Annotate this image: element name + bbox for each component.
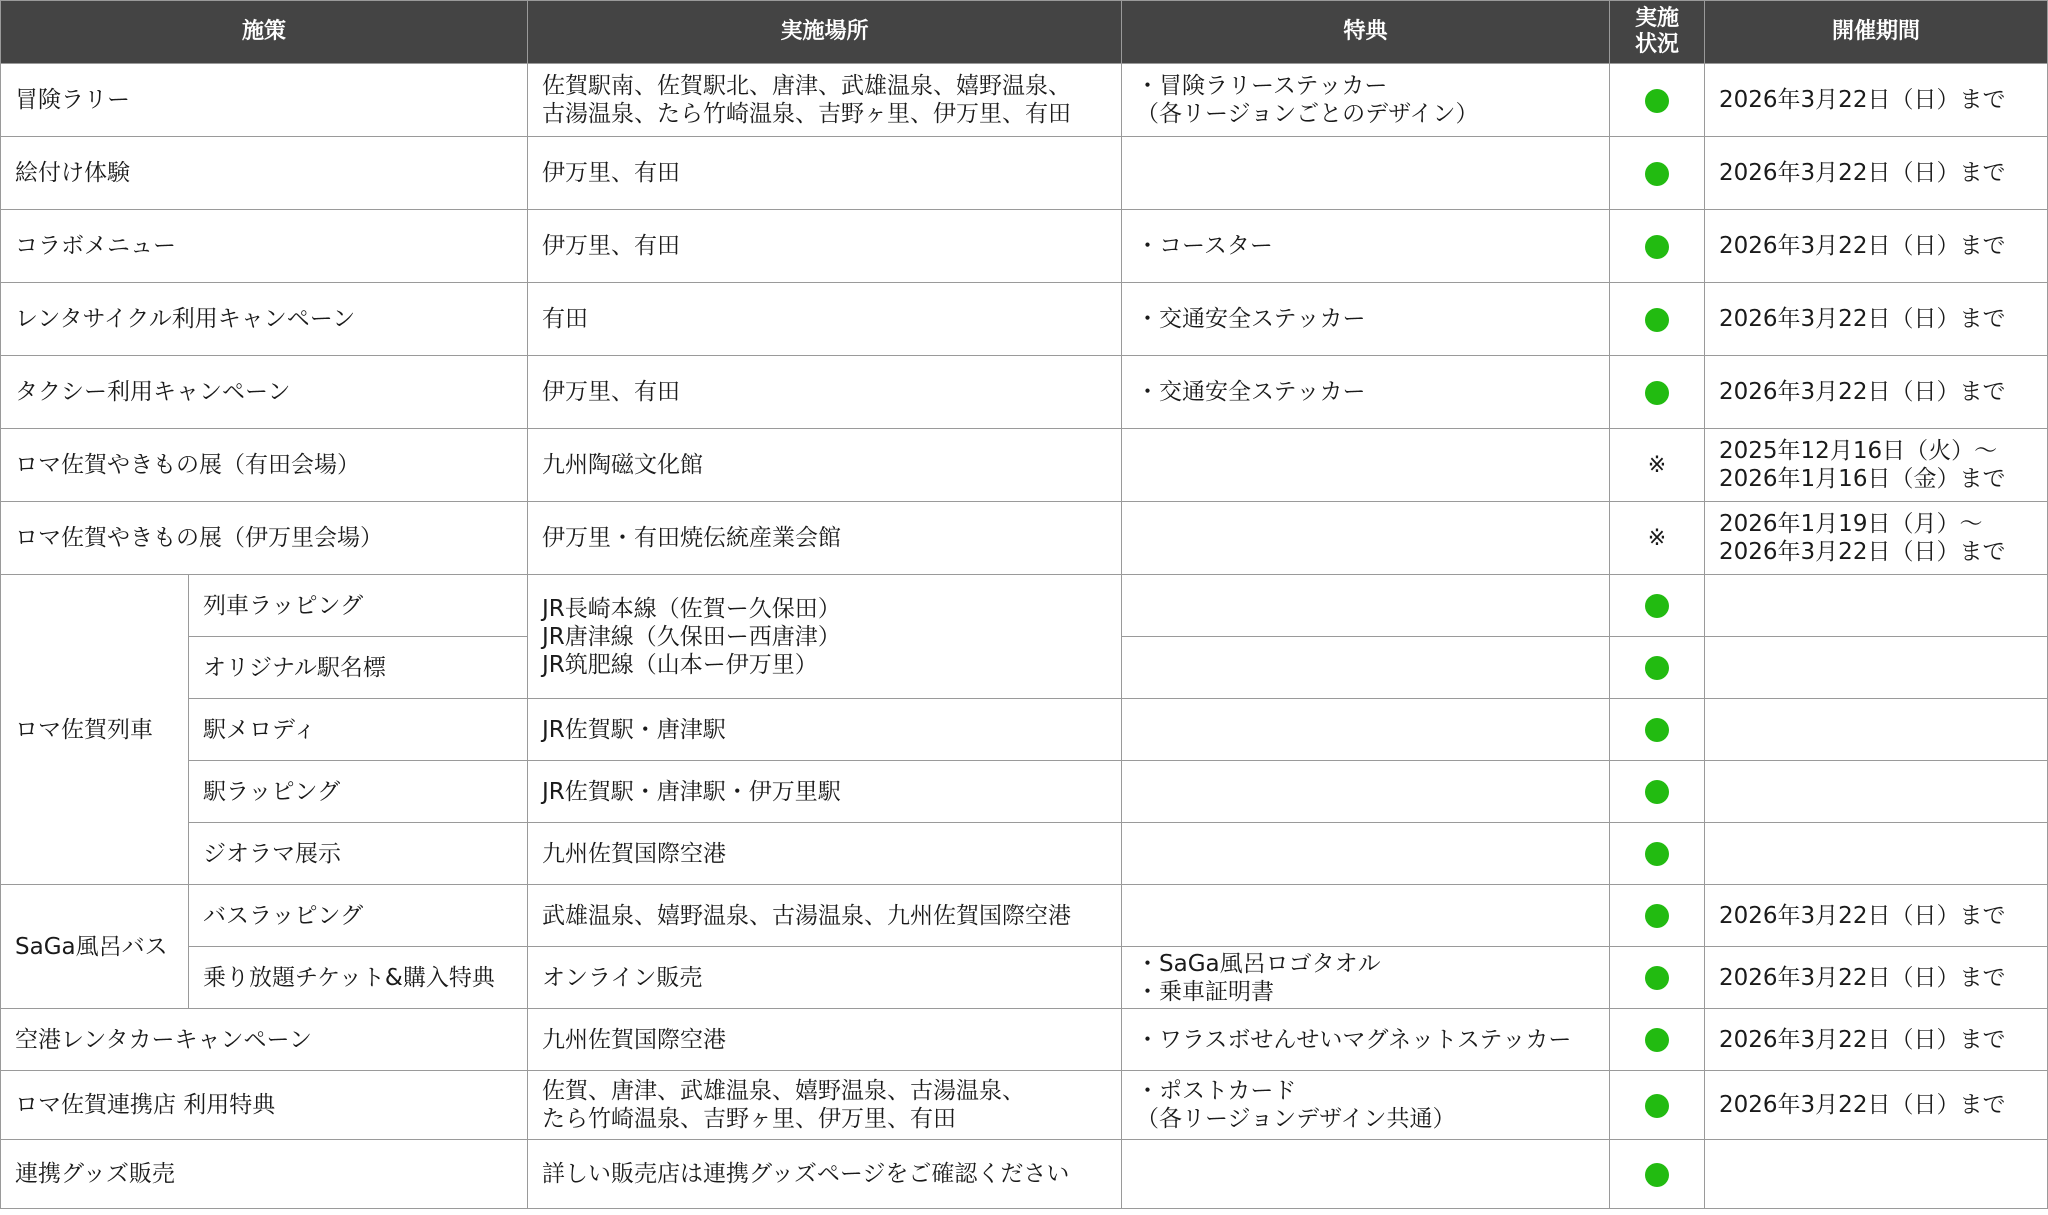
- measure-cell: タクシー利用キャンペーン: [1, 356, 528, 429]
- green-circle-icon: [1645, 308, 1669, 332]
- place-cell: 伊万里・有田焼伝統産業会館: [528, 502, 1122, 575]
- period-cell: 2026年3月22日（日）まで: [1705, 283, 2048, 356]
- status-cell: [1610, 885, 1705, 947]
- status-cell: [1610, 1140, 1705, 1209]
- table-row: [1, 699, 2048, 761]
- green-circle-icon: [1645, 842, 1669, 866]
- place-cell: JR佐賀駅・唐津駅・伊万里駅: [528, 761, 1122, 823]
- status-cell: [1610, 283, 1705, 356]
- benefit-cell: ・交通安全ステッカー: [1122, 283, 1610, 356]
- place-cell: 伊万里、有田: [528, 210, 1122, 283]
- benefit-cell: [1122, 761, 1610, 823]
- benefit-cell: [1122, 885, 1610, 947]
- benefit-cell: [1122, 637, 1610, 699]
- benefit-cell: ・SaGa風呂ロゴタオル ・乗車証明書: [1122, 947, 1610, 1009]
- benefit-cell: [1122, 502, 1610, 575]
- status-cell: [1610, 356, 1705, 429]
- place-cell: オンライン販売: [528, 947, 1122, 1009]
- sub-measure-cell: 列車ラッピング: [189, 575, 528, 637]
- header-period: 開催期間: [1705, 1, 2048, 64]
- table-row: [1, 64, 2048, 137]
- benefit-cell: ・交通安全ステッカー: [1122, 356, 1610, 429]
- place-cell: 有田: [528, 283, 1122, 356]
- period-cell: [1705, 823, 2048, 885]
- period-cell: [1705, 575, 2048, 637]
- table-row: [1, 429, 2048, 502]
- place-cell: 佐賀、唐津、武雄温泉、嬉野温泉、古湯温泉、 たら竹崎温泉、吉野ヶ里、伊万里、有田: [528, 1071, 1122, 1140]
- status-cell: [1610, 429, 1705, 502]
- period-cell: [1705, 637, 2048, 699]
- table-row: [1, 823, 2048, 885]
- period-cell: 2026年3月22日（日）まで: [1705, 64, 2048, 137]
- benefit-cell: [1122, 1140, 1610, 1209]
- measure-cell: レンタサイクル利用キャンペーン: [1, 283, 528, 356]
- status-cell: [1610, 575, 1705, 637]
- sub-measure-cell: オリジナル駅名標: [189, 637, 528, 699]
- place-cell: JR佐賀駅・唐津駅: [528, 699, 1122, 761]
- table-row: [1, 210, 2048, 283]
- status-cell: [1610, 1071, 1705, 1140]
- measure-cell: 連携グッズ販売: [1, 1140, 528, 1209]
- group-train: ロマ佐賀列車: [1, 575, 189, 885]
- place-cell: 伊万里、有田: [528, 356, 1122, 429]
- period-cell: 2026年3月22日（日）まで: [1705, 210, 2048, 283]
- place-cell: 詳しい販売店は連携グッズページをご確認ください: [528, 1140, 1122, 1209]
- group-bus: SaGa風呂バス: [1, 885, 189, 1009]
- green-circle-icon: [1645, 718, 1669, 742]
- table-row: [1, 1071, 2048, 1140]
- measure-cell: ロマ佐賀やきもの展（伊万里会場）: [1, 502, 528, 575]
- green-circle-icon: [1645, 235, 1669, 259]
- table-row: [1, 137, 2048, 210]
- measure-cell: 空港レンタカーキャンペーン: [1, 1009, 528, 1071]
- status-cell: [1610, 699, 1705, 761]
- period-cell: [1705, 761, 2048, 823]
- green-circle-icon: [1645, 89, 1669, 113]
- status-cell: [1610, 823, 1705, 885]
- period-cell: 2026年3月22日（日）まで: [1705, 356, 2048, 429]
- measure-cell: ロマ佐賀やきもの展（有田会場）: [1, 429, 528, 502]
- period-cell: 2026年3月22日（日）まで: [1705, 1009, 2048, 1071]
- measure-cell: 冒険ラリー: [1, 64, 528, 137]
- status-cell: [1610, 64, 1705, 137]
- sub-measure-cell: バスラッピング: [189, 885, 528, 947]
- status-cell: [1610, 947, 1705, 1009]
- benefit-cell: ・ワラスボせんせいマグネットステッカー: [1122, 1009, 1610, 1071]
- table-row: [1, 947, 2048, 1009]
- period-cell: 2026年3月22日（日）まで: [1705, 1071, 2048, 1140]
- table-row: [1, 761, 2048, 823]
- place-cell: JR長崎本線（佐賀ー久保田） JR唐津線（久保田ー西唐津） JR筑肥線（山本ー伊万里）: [528, 575, 1122, 699]
- sub-measure-cell: 乗り放題チケット&購入特典: [189, 947, 528, 1009]
- period-cell: 2026年3月22日（日）まで: [1705, 885, 2048, 947]
- table-header-row: [1, 1, 2048, 64]
- header-status: 実施 状況: [1610, 1, 1705, 64]
- measure-cell: ロマ佐賀連携店 利用特典: [1, 1071, 528, 1140]
- benefit-cell: [1122, 429, 1610, 502]
- sub-measure-cell: 駅ラッピング: [189, 761, 528, 823]
- status-note-mark: ※: [1647, 452, 1667, 478]
- header-place: 実施場所: [528, 1, 1122, 64]
- place-cell: 九州佐賀国際空港: [528, 1009, 1122, 1071]
- green-circle-icon: [1645, 904, 1669, 928]
- status-cell: [1610, 1009, 1705, 1071]
- status-cell: [1610, 502, 1705, 575]
- sub-measure-cell: ジオラマ展示: [189, 823, 528, 885]
- benefit-cell: [1122, 137, 1610, 210]
- green-circle-icon: [1645, 1094, 1669, 1118]
- table-row: [1, 356, 2048, 429]
- table-row: [1, 283, 2048, 356]
- benefit-cell: [1122, 823, 1610, 885]
- place-cell: 佐賀駅南、佐賀駅北、唐津、武雄温泉、嬉野温泉、 古湯温泉、たら竹崎温泉、吉野ヶ里、伊万里、有田: [528, 64, 1122, 137]
- place-cell: 九州陶磁文化館: [528, 429, 1122, 502]
- green-circle-icon: [1645, 1028, 1669, 1052]
- green-circle-icon: [1645, 1163, 1669, 1187]
- table-row: [1, 1140, 2048, 1209]
- period-cell: 2026年1月19日（月）〜 2026年3月22日（日）まで: [1705, 502, 2048, 575]
- green-circle-icon: [1645, 966, 1669, 990]
- measure-cell: 絵付け体験: [1, 137, 528, 210]
- table-row: [1, 502, 2048, 575]
- table-row: [1, 885, 2048, 947]
- green-circle-icon: [1645, 162, 1669, 186]
- period-cell: 2025年12月16日（火）〜 2026年1月16日（金）まで: [1705, 429, 2048, 502]
- status-cell: [1610, 761, 1705, 823]
- header-measure: 施策: [1, 1, 528, 64]
- status-cell: [1610, 210, 1705, 283]
- sub-measure-cell: 駅メロディ: [189, 699, 528, 761]
- benefit-cell: ・ポストカード （各リージョンデザイン共通）: [1122, 1071, 1610, 1140]
- place-cell: 武雄温泉、嬉野温泉、古湯温泉、九州佐賀国際空港: [528, 885, 1122, 947]
- header-benefit: 特典: [1122, 1, 1610, 64]
- measure-cell: コラボメニュー: [1, 210, 528, 283]
- benefit-cell: ・コースター: [1122, 210, 1610, 283]
- green-circle-icon: [1645, 780, 1669, 804]
- period-cell: [1705, 1140, 2048, 1209]
- period-cell: 2026年3月22日（日）まで: [1705, 947, 2048, 1009]
- status-cell: [1610, 137, 1705, 210]
- benefit-cell: ・冒険ラリーステッカー （各リージョンごとのデザイン）: [1122, 64, 1610, 137]
- green-circle-icon: [1645, 381, 1669, 405]
- table-row: [1, 1009, 2048, 1071]
- green-circle-icon: [1645, 656, 1669, 680]
- green-circle-icon: [1645, 594, 1669, 618]
- period-cell: [1705, 699, 2048, 761]
- benefit-cell: [1122, 699, 1610, 761]
- benefit-cell: [1122, 575, 1610, 637]
- place-cell: 九州佐賀国際空港: [528, 823, 1122, 885]
- period-cell: 2026年3月22日（日）まで: [1705, 137, 2048, 210]
- status-cell: [1610, 637, 1705, 699]
- table-row: [1, 575, 2048, 637]
- place-cell: 伊万里、有田: [528, 137, 1122, 210]
- status-note-mark: ※: [1647, 525, 1667, 551]
